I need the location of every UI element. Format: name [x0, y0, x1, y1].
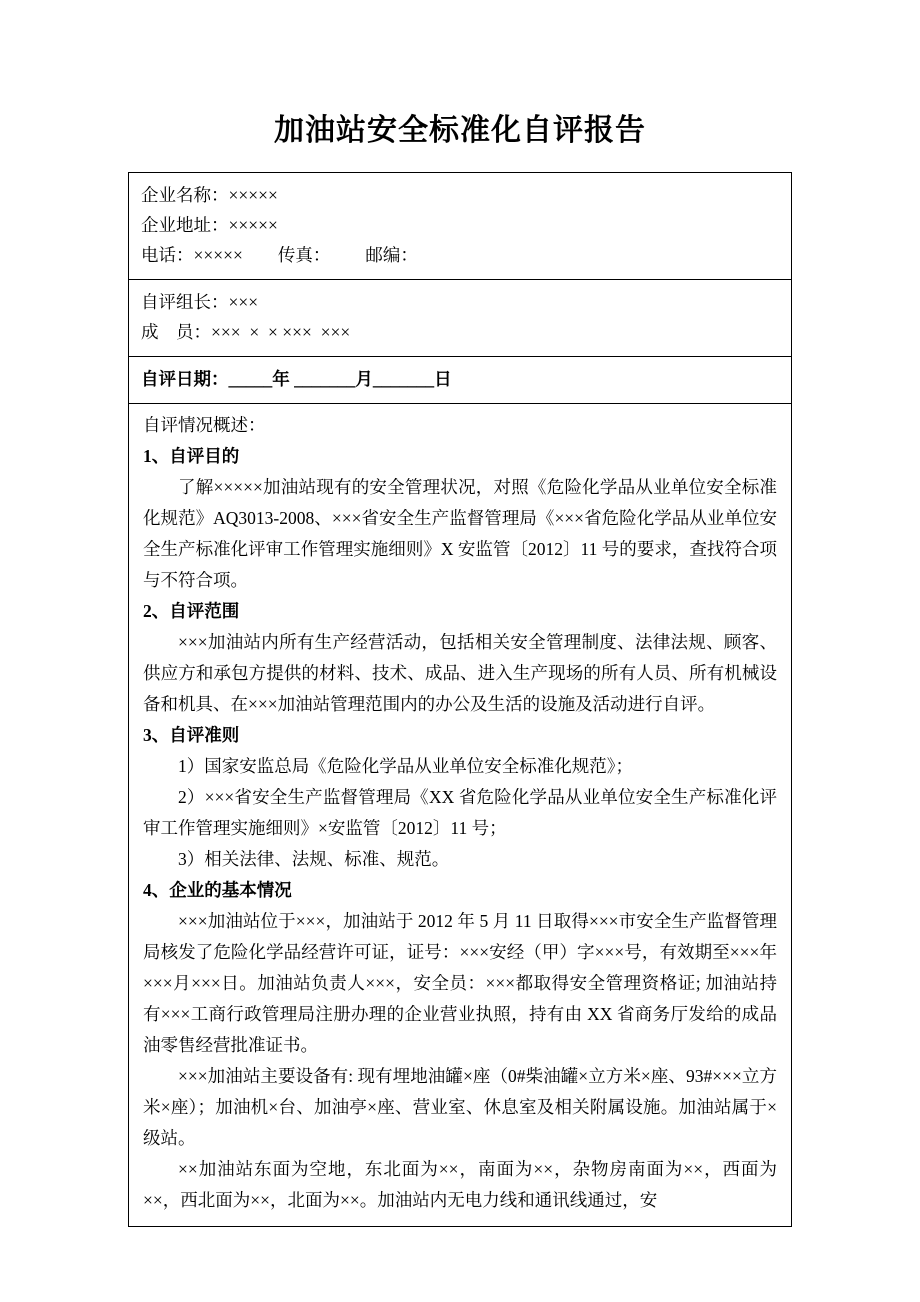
company-contact-line: 电话：××××× 传真： 邮编： [141, 245, 418, 265]
section-3-paragraph-2: 2）×××省安全生产监督管理局《XX 省危险化学品从业单位安全生产标准化评审工作管理实施细则》×安监管〔2012〕11 号； [143, 787, 777, 838]
section-2-heading: 2、自评范围 [143, 601, 240, 621]
team-members-line: 成 员：××× × × ××× ××× [141, 322, 351, 342]
team-leader-line: 自评组长：××× [141, 292, 259, 312]
company-address-line: 企业地址：××××× [141, 215, 278, 235]
table-row-team [129, 280, 792, 357]
section-4-paragraph-3: ××加油站东面为空地，东北面为××，南面为××，杂物房南面为××，西面为××，西北面为××，北面为××。加油站内无电力线和通讯线通过，安 [143, 1159, 777, 1210]
section-4-paragraph-1: ×××加油站位于×××，加油站于 2012 年 5 月 11 日取得×××市安全生产监督管理局核发了危险化学品经营许可证，证号：×××安经（甲）字×××号，有效期至×××年×××月×××日。加油站负责人×××，安全员：×××都取得安全管理资格证; 加油站持有×××工商行政管理局注册办理的企业营业执照，持有由 XX 省商务厅发给的成品油零售经营批准证书。 [143, 911, 777, 1055]
section-3-heading: 3、自评准则 [143, 725, 240, 745]
table-row-company-info [129, 173, 792, 280]
section-1-paragraph-1: 了解×××××加油站现有的安全管理状况，对照《危险化学品从业单位安全标准化规范》AQ3013-2008、×××省安全生产监督管理局《×××省危险化学品从业单位安全生产标准化评审工作管理实施细则》X 安监管〔2012〕11 号的要求，查找符合项与不符合项。 [143, 477, 777, 590]
team-cell [129, 280, 792, 357]
table-row-overview [129, 404, 792, 1227]
overview-heading: 自评情况概述： [143, 415, 266, 435]
section-1-heading: 1、自评目的 [143, 446, 240, 466]
section-4-paragraph-2: ×××加油站主要设备有: 现有埋地油罐×座（0#柴油罐×立方米×座、93#×××立方米×座）；加油机×台、加油亭×座、营业室、休息室及相关附属设施。加油站属于×级站。 [143, 1066, 777, 1148]
section-4-heading: 4、企业的基本情况 [143, 880, 292, 900]
report-table [128, 172, 792, 1227]
table-row-date [129, 357, 792, 404]
section-3-paragraph-3: 3）相关法律、法规、标准、规范。 [178, 849, 450, 869]
self-assessment-date-line: 自评日期：_____年 _______月_______日 [141, 369, 452, 389]
company-name-line: 企业名称：××××× [141, 185, 278, 205]
overview-cell [129, 404, 792, 1227]
section-2-paragraph-1: ×××加油站内所有生产经营活动，包括相关安全管理制度、法律法规、顾客、供应方和承包方提供的材料、技术、成品、进入生产现场的所有人员、所有机械设备和机具、在×××加油站管理范围内的办公及生活的设施及活动进行自评。 [143, 632, 777, 714]
date-cell [129, 357, 792, 404]
section-3-paragraph-1: 1）国家安监总局《危险化学品从业单位安全标准化规范》； [178, 756, 633, 776]
company-info-cell [129, 173, 792, 280]
page-title: 加油站安全标准化自评报告 [274, 114, 646, 147]
